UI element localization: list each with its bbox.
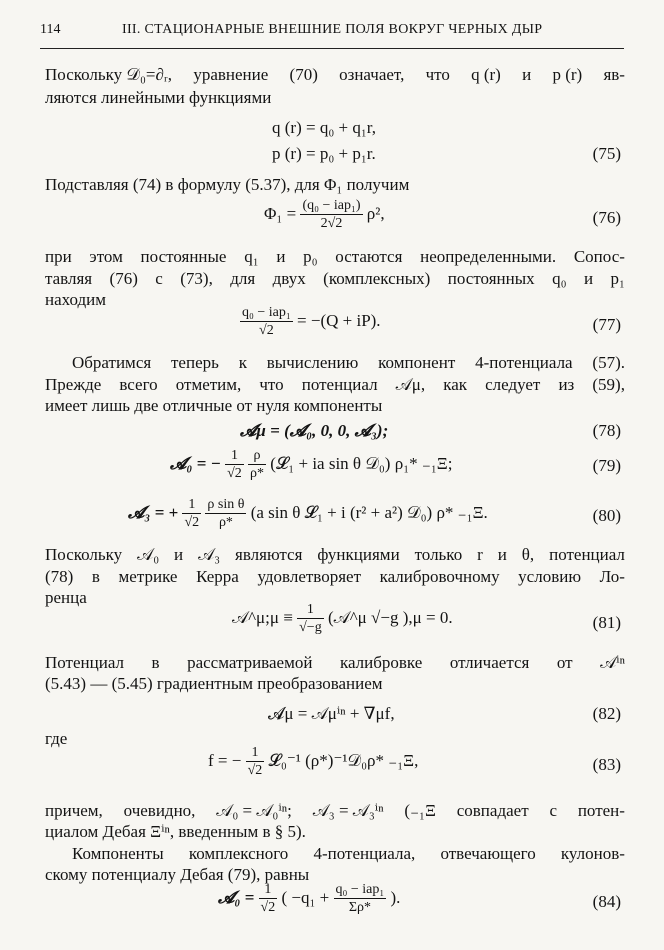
equation-number-75: (75) <box>592 144 621 163</box>
running-header <box>40 22 624 46</box>
equation-number-78: (78) <box>592 421 621 440</box>
running-title: III. СТАЦИОНАРНЫЕ ВНЕШНИЕ ПОЛЯ ВОКРУГ ЧЕРНЫХ ДЫР <box>122 22 543 37</box>
text-line-19: скому потенциалу Дебая (79), равны <box>45 865 310 884</box>
page-number: 114 <box>40 22 61 37</box>
text-line-11: (78) в метрике Керра удовлетворяет калибровочному условию Ло- <box>45 567 625 586</box>
equation-number-80: (80) <box>592 506 621 525</box>
text-line-3: Подставляя (74) в формулу (5.37), для Φ₁ получим <box>45 175 410 194</box>
equation-81: 𝒜^μ;μ ≡ $\frac{1}{√-g}$ (𝒜^μ √−g ),μ = 0. <box>232 602 453 635</box>
text-line-17: циалом Дебая Ξⁱⁿ, введенным в § 5). <box>45 822 306 841</box>
equation-83: f = − $\frac{1}{√2}$ 𝓛₀⁻¹ (ρ*)⁻¹𝒟₀ρ* ₋₁Ξ, <box>208 745 419 778</box>
equation-number-81: (81) <box>592 613 621 632</box>
equation-78: 𝓐μ = (𝓐₀, 0, 0, 𝓐₃); <box>240 421 389 440</box>
text-line-12: ренца <box>45 588 87 607</box>
equation-76: Φ₁ = $\frac{\text{(q₀ − iap₁)}}{2√2}$ ρ², <box>264 198 385 231</box>
equation-79: 𝓐₀ = − $\frac{1}{√2}$ $\frac{\rho}{\rho*}$ (𝓛₁ + ia sin θ 𝒟₀) ρ₁* ₋₁Ξ; <box>170 448 453 481</box>
equation-number-83: (83) <box>592 755 621 774</box>
equation-75a: q (r) = q₀ + q₁r, <box>272 118 376 137</box>
equation-number-77: (77) <box>592 315 621 334</box>
equation-84: 𝓐₀ = $\frac{1}{√2}$ ( −q₁ + $\frac{\text{q₀ − iap₁}}{\Sigma\rho*}$ ). <box>218 882 401 915</box>
text-line-1: Поскольку 𝒟₀=∂ᵣ, уравнение (70) означает, что q (r) и p (r) яв- <box>45 65 625 84</box>
equation-number-82: (82) <box>592 704 621 723</box>
text-line-16: причем, очевидно, 𝒜₀ = 𝒜₀ⁱⁿ; 𝒜₃ = 𝒜₃ⁱⁿ (₋₁Ξ совпадает с потен- <box>45 801 625 820</box>
text-line-5: тавляя (76) с (73), для двух (комплексных) постоянных q₀ и p₁ <box>45 269 625 288</box>
text-line-13: Потенциал в рассматриваемой калибровке отличается от 𝒜ⁱⁿ <box>45 653 625 672</box>
text-line-14: (5.43) — (5.45) градиентным преобразованием <box>45 674 383 693</box>
text-line-15: где <box>45 729 68 748</box>
header-rule <box>40 48 624 49</box>
equation-75b: p (r) = p₀ + p₁r. <box>272 144 376 163</box>
text-line-2: ляются линейными функциями <box>45 88 272 107</box>
equation-77: $\frac{\text{q₀ − iap₁}}{√2}$ = −(Q + iP). <box>242 305 381 338</box>
equation-number-76: (76) <box>592 208 621 227</box>
text-line-4: при этом постоянные q₁ и p₀ остаются неопределенными. Сопос- <box>45 247 625 266</box>
equation-82: 𝓐μ = 𝒜μⁱⁿ + ∇μf, <box>268 704 395 723</box>
text-line-9: имеет лишь две отличные от нуля компоненты <box>45 396 383 415</box>
text-line-6: находим <box>45 290 107 309</box>
text-line-10: Поскольку 𝒜₀ и 𝒜₃ являются функциями только r и θ, потенциал <box>45 545 625 564</box>
text-line-8: Прежде всего отметим, что потенциал 𝒜μ, как следует из (59), <box>45 375 625 394</box>
equation-number-79: (79) <box>592 456 621 475</box>
equation-number-84: (84) <box>592 892 621 911</box>
equation-80: 𝓐₃ = + $\frac{1}{√2}$ $\frac{\text{ρ sin θ}}{\rho*}$ (a sin θ 𝓛₁ + i (r² + a²) 𝒟₀) ρ* ₋₁Ξ. <box>128 497 488 530</box>
text-line-7: Обратимся теперь к вычислению компонент 4-потенциала (57). <box>72 353 625 372</box>
text-line-18: Компоненты комплексного 4-потенциала, отвечающего кулонов- <box>72 844 625 863</box>
